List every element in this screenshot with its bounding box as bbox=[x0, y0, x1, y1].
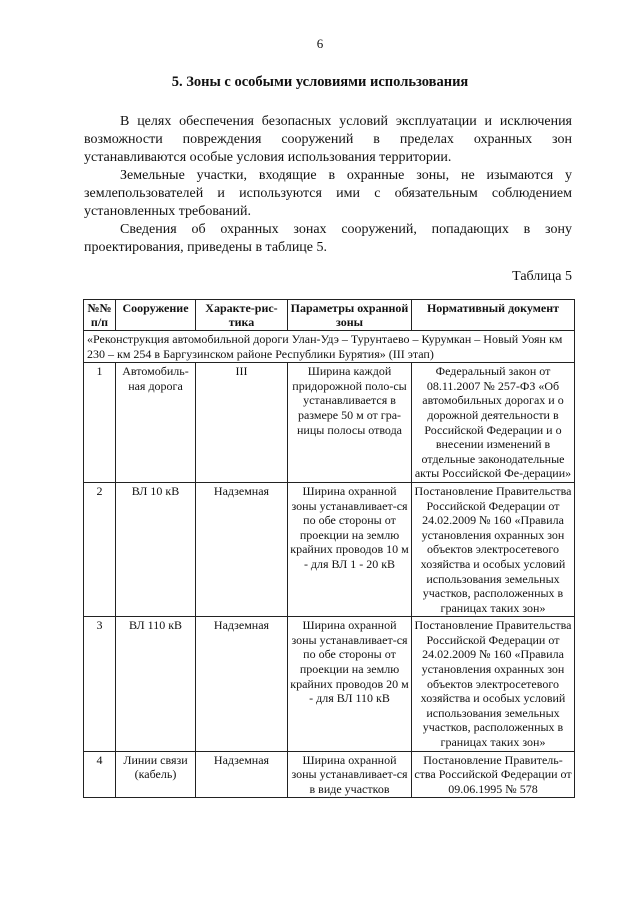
row-structure: Линии связи (кабель) bbox=[116, 751, 196, 798]
row-structure: Автомобиль-ная дорога bbox=[116, 363, 196, 483]
row-number: 4 bbox=[84, 751, 116, 798]
row-characteristic: Надземная bbox=[196, 751, 288, 798]
project-title-cell: «Реконструкция автомобильной дороги Улан-Удэ – Турунтаево – Курумкан – Новый Уоян км 230 – км 254 в Баргузинском районе Республики Бурятия» (III этап) bbox=[84, 331, 575, 363]
section-title: 5. Зоны с особыми условиями использования bbox=[171, 74, 469, 90]
paragraph-text: Сведения об охранных зонах сооружений, попадающих в зону проектирования, приведены в таблице 5. bbox=[84, 222, 572, 255]
row-characteristic: III bbox=[196, 363, 288, 483]
intro-paragraph-1 bbox=[84, 113, 572, 167]
paragraph-text: В целях обеспечения безопасных условий эксплуатации и исключения возможности повреждения сооружений в пределах охранных зон устанавливаются особые условия использования территории. bbox=[84, 114, 572, 165]
intro-paragraph-3 bbox=[84, 221, 572, 257]
table-header-row bbox=[84, 300, 575, 331]
table-caption: Таблица 5 bbox=[512, 269, 572, 284]
row-document: Постановление Правительства Российской Федерации от 24.02.2009 № 160 «Правила установления охранных зон объектов электросетевого хозяйства и особых условий использования земельных участков, расположенных в границах таких зон» bbox=[412, 617, 575, 751]
project-row bbox=[84, 331, 575, 363]
header-parameters: Параметры охранной зоны bbox=[288, 300, 412, 331]
row-parameters: Ширина каждой придорожной поло-сы устанавливается в размере 50 м от гра-ницы полосы отвода bbox=[288, 363, 412, 483]
row-document: Постановление Правительства Российской Федерации от 24.02.2009 № 160 «Правила установления охранных зон объектов электросетевого хозяйства и особых условий использования земельных участков, расположенных в границах таких зон» bbox=[412, 482, 575, 616]
row-parameters: Ширина охранной зоны устанавливает-ся по обе стороны от проекции на землю крайних проводов 10 м - для ВЛ 1 - 20 кВ bbox=[288, 482, 412, 616]
table-row bbox=[84, 363, 575, 483]
row-parameters: Ширина охранной зоны устанавливает-ся по обе стороны от проекции на землю крайних проводов 20 м - для ВЛ 110 кВ bbox=[288, 617, 412, 751]
header-number: №№ п/п bbox=[84, 300, 116, 331]
paragraph-text: Земельные участки, входящие в охранные зоны, не изымаются у землепользователей и используются ими с обязательным соблюдением установленных требований. bbox=[84, 168, 572, 219]
table-row bbox=[84, 751, 575, 798]
header-structure: Сооружение bbox=[116, 300, 196, 331]
table-row bbox=[84, 617, 575, 751]
row-characteristic: Надземная bbox=[196, 482, 288, 616]
row-structure: ВЛ 110 кВ bbox=[116, 617, 196, 751]
protection-zones-table bbox=[83, 299, 575, 798]
header-characteristic: Характе-рис-тика bbox=[196, 300, 288, 331]
row-number: 1 bbox=[84, 363, 116, 483]
row-number: 3 bbox=[84, 617, 116, 751]
intro-paragraph-2 bbox=[84, 167, 572, 221]
table-row bbox=[84, 482, 575, 616]
page-number: 6 bbox=[316, 36, 324, 51]
row-parameters: Ширина охранной зоны устанавливает-ся в виде участков bbox=[288, 751, 412, 798]
row-document: Постановление Правитель-ства Российской Федерации от 09.06.1995 № 578 bbox=[412, 751, 575, 798]
row-structure: ВЛ 10 кВ bbox=[116, 482, 196, 616]
row-document: Федеральный закон от 08.11.2007 № 257-ФЗ «Об автомобильных дорогах и о дорожной деятельности в Российской Федерации и о внесении изменений в отдельные законодательные акты Российской Фе-дерации» bbox=[412, 363, 575, 483]
row-number: 2 bbox=[84, 482, 116, 616]
row-characteristic: Надземная bbox=[196, 617, 288, 751]
header-document: Нормативный документ bbox=[412, 300, 575, 331]
